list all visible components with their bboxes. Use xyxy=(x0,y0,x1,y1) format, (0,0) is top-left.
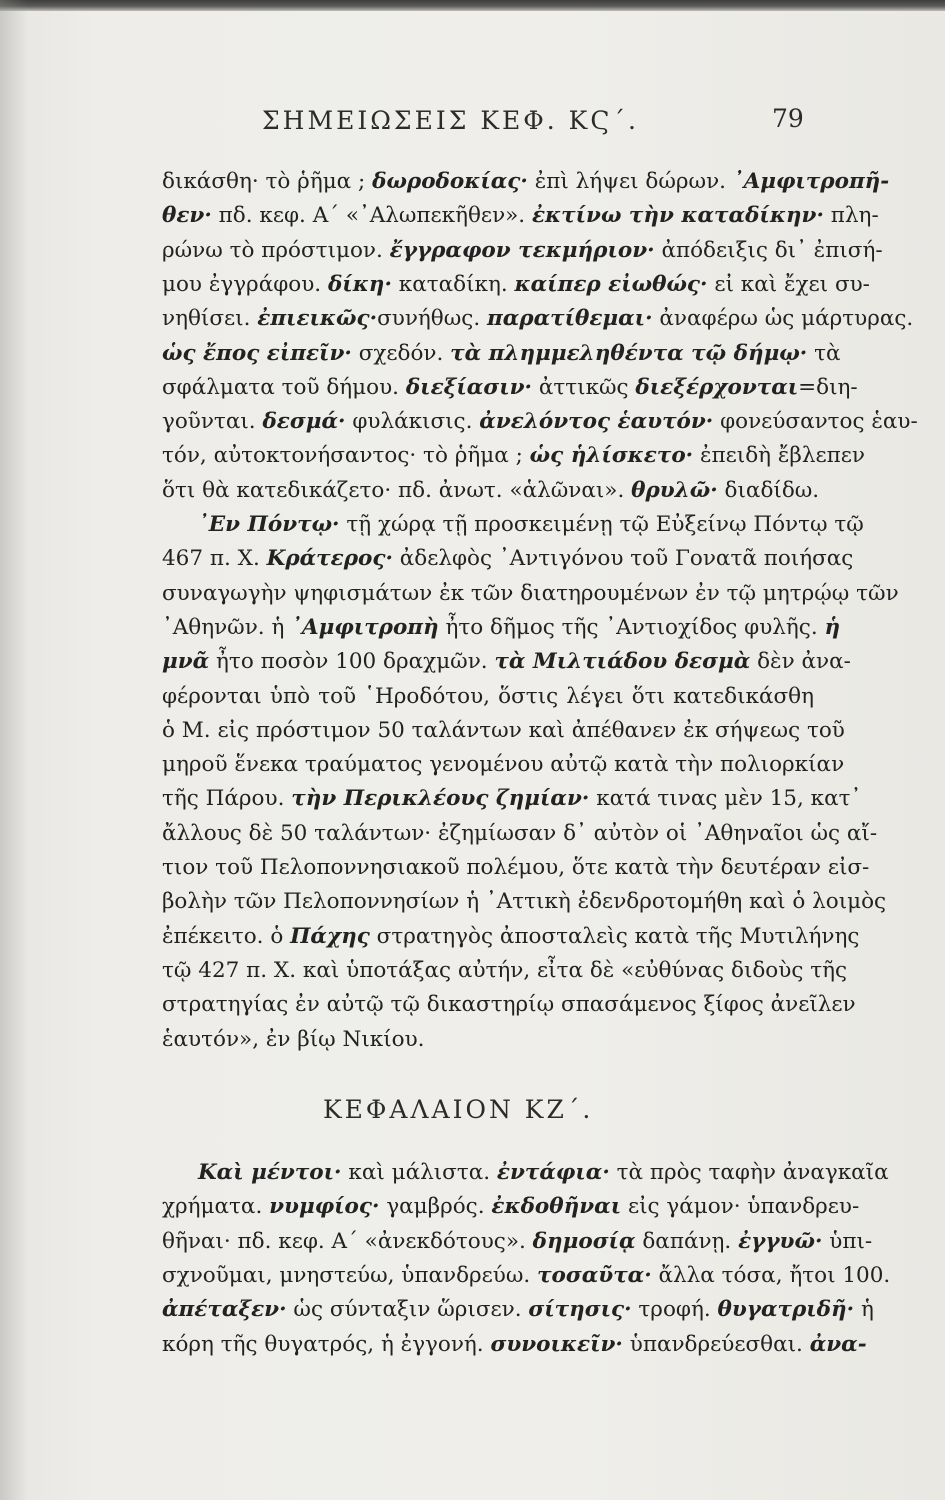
lemma-term: ἐπιεικῶς· xyxy=(257,306,378,332)
text-line xyxy=(162,750,845,780)
gloss-text: δὲν ἀνα- xyxy=(750,649,851,675)
lemma-term: δίκη· xyxy=(327,271,392,297)
text-line xyxy=(162,201,879,231)
lemma-term: Καὶ μέντοι· xyxy=(198,1160,342,1185)
lemma-term: ἐκτίνω τὴν καταδίκην· xyxy=(531,203,824,229)
gloss-text: τὰ xyxy=(807,340,841,366)
lemma-term: δεσμά· xyxy=(262,409,346,435)
gloss-text: τῆς Πάρου. xyxy=(162,786,292,812)
gloss-text: ἀπόδειξις δι᾿ ἐπισή- xyxy=(654,237,883,263)
chapter-heading: ΚΕΦΑΛΑΙΟΝ ΚΖ΄. xyxy=(323,1095,594,1124)
gloss-text: ἀναφέρω ὡς μάρτυρας. xyxy=(652,306,914,332)
gloss-text: νηθίσει. xyxy=(162,306,258,332)
gloss-text: σχνοῦμαι, μνηστεύω, ὑπανδρεύω. xyxy=(162,1262,538,1288)
text-line xyxy=(162,476,820,506)
text-line xyxy=(162,647,851,677)
gloss-text: γαμβρός. xyxy=(379,1194,492,1220)
text-line xyxy=(162,1261,891,1291)
text-line xyxy=(198,1158,889,1188)
gloss-text: ἡ xyxy=(854,1297,874,1323)
text-line xyxy=(198,510,864,540)
text-line xyxy=(162,1330,867,1360)
gloss-text: τῷ 427 π. Χ. καὶ ὑποτάξας αὐτήν, εἶτα δὲ «εὐθύνας διδοὺς τῆς xyxy=(162,957,848,983)
lemma-term: ᾿Εν Πόντῳ· xyxy=(198,512,340,537)
lemma-term: σίτησις· xyxy=(528,1297,632,1323)
gloss-text: ἀδελφὸς ᾿Αντιγόνου τοῦ Γονατᾶ ποιήσας xyxy=(392,546,854,572)
text-line xyxy=(162,990,856,1020)
text-line xyxy=(162,373,858,403)
lemma-term: καίπερ εἰωθώς· xyxy=(514,271,708,297)
page-number: 79 xyxy=(772,104,804,133)
gloss-text: φονεύσαντος ἑαυ- xyxy=(713,409,918,435)
gloss-text: μηροῦ ἕνεκα τραύματος γενομένου αὐτῷ κατὰ τὴν πολιορκίαν xyxy=(162,752,845,778)
gloss-text: σχεδόν. xyxy=(351,340,451,366)
gloss-text: μου ἐγγράφου. xyxy=(162,271,328,297)
lemma-term: Πάχης xyxy=(290,923,370,949)
gloss-text: εἰς γάμον· ὑπανδρευ- xyxy=(621,1194,860,1220)
gloss-text: δαπάνῃ. xyxy=(635,1228,739,1254)
gloss-text: ἄλλα τόσα, ἤτοι 100. xyxy=(651,1262,891,1288)
gloss-text: σφάλματα τοῦ δήμου. xyxy=(162,374,406,400)
gloss-text: καταδίκη. xyxy=(391,271,515,297)
gloss-text: στρατηγὸς ἀποσταλεὶς κατὰ τῆς Μυτιλήνης xyxy=(369,923,860,949)
gloss-text: ἦτο δῆμος τῆς ᾿Αντιοχίδος φυλῆς. xyxy=(438,614,825,640)
text-line xyxy=(162,407,918,437)
text-line xyxy=(162,682,814,712)
lemma-term: ὡς ἔπος εἰπεῖν· xyxy=(162,340,352,366)
text-line xyxy=(162,1192,860,1222)
gloss-text: 467 π. Χ. xyxy=(162,546,267,572)
lemma-term: θυγατριδῆ· xyxy=(717,1297,855,1323)
gloss-text: διαδίδω. xyxy=(717,477,820,503)
gloss-text: τῇ χώρᾳ τῇ προσκειμένῃ τῷ Εὐξείνῳ Πόντῳ τῷ xyxy=(339,512,864,537)
gloss-text: ὁ Μ. εἰς πρόστιμον 50 ταλάντων καὶ ἀπέθανεν ἐκ σήψεως τοῦ xyxy=(162,717,845,743)
gloss-text: στρατηγίας ἐν αὐτῷ τῷ δικαστηρίῳ σπασάμενος ξίφος ἀνεῖλεν xyxy=(162,992,856,1018)
lemma-term: θρυλῶ· xyxy=(631,477,718,503)
lemma-term: διεξέρχονται xyxy=(635,374,799,400)
gloss-text: ὡς σύνταξιν ὥρισεν. xyxy=(286,1297,529,1323)
lemma-term: ᾿Αμφιτροπῆ- xyxy=(732,169,890,194)
gloss-text: ἄλλους δὲ 50 ταλάντων· ἐζημίωσαν δ᾿ αὐτὸν οἱ ᾿Αθηναῖοι ὡς αἴ- xyxy=(162,820,878,846)
text-line xyxy=(162,819,878,849)
lemma-term: ἔγγραφον τεκμήριον· xyxy=(389,237,655,263)
gloss-text: θῆναι· πδ. κεφ. Α΄ «ἀνεκδότους». xyxy=(162,1228,533,1254)
text-line xyxy=(162,441,865,471)
gloss-text: ἦτο ποσὸν 100 δραχμῶν. xyxy=(209,649,495,675)
lemma-term: δημοσίᾳ xyxy=(532,1228,636,1254)
lemma-term: τοσαῦτα· xyxy=(537,1262,652,1288)
text-line xyxy=(162,270,870,300)
gloss-text: ἐπειδὴ ἔβλεπεν xyxy=(693,443,865,469)
lemma-term: ᾿Αμφιτροπὴ xyxy=(291,614,439,640)
gloss-text: χρήματα. xyxy=(162,1194,270,1220)
text-line xyxy=(162,716,845,746)
lemma-term: μνᾶ xyxy=(162,649,210,675)
gloss-text: ρώνω τὸ πρόστιμον. xyxy=(162,237,390,263)
text-line xyxy=(162,1295,874,1325)
lemma-term: τὴν Περικλέους ζημίαν· xyxy=(291,786,590,812)
lemma-term: ἀνελόντος ἑαυτόν· xyxy=(479,409,714,435)
gloss-text: ἐπέκειτο. ὁ xyxy=(162,923,291,949)
gloss-text: τιον τοῦ Πελοποννησιακοῦ πολέμου, ὅτε κατὰ τὴν δευτέραν εἰσ- xyxy=(162,855,870,880)
gloss-text: =διη- xyxy=(798,374,858,400)
lemma-term: τὰ Μιλτιάδου δεσμὰ xyxy=(494,649,751,675)
lemma-term: ἀνα- xyxy=(809,1331,867,1357)
text-line xyxy=(162,784,862,814)
text-line xyxy=(162,1227,873,1257)
gloss-text: ὅτι θὰ κατεδικάζετο· πδ. ἀνωτ. «ἁλῶναι». xyxy=(162,477,632,503)
lemma-term: ἀπέταξεν· xyxy=(162,1297,287,1323)
text-line xyxy=(162,339,841,369)
gloss-text: τόν, αὐτοκτονήσαντος· τὸ ῥῆμα ; xyxy=(162,443,530,469)
text-line xyxy=(162,1025,814,1055)
gloss-text: τροφή. xyxy=(631,1297,718,1323)
lemma-term: συνοικεῖν· xyxy=(490,1331,623,1357)
text-line xyxy=(162,304,914,334)
gloss-text: ἑαυτόν», ἐν βίῳ Νικίου. xyxy=(162,1026,425,1052)
gloss-text: δικάσθη· τὸ ῥῆμα ; xyxy=(162,169,373,194)
gloss-text: πδ. κεφ. Α΄ «᾿Αλωπεκῆθεν». xyxy=(211,203,532,229)
running-head: ΣΗΜΕΙΩΣΕΙΣ ΚΕΦ. ΚϚ΄. xyxy=(262,106,639,135)
gloss-text: κατά τινας μὲν 15, κατ᾿ xyxy=(589,786,862,812)
lemma-term: δωροδοκίας· xyxy=(372,169,528,194)
gloss-text: εἰ καὶ ἔχει συ- xyxy=(707,271,870,297)
gloss-text: ἐπὶ λήψει δώρων. xyxy=(527,169,733,194)
text-line xyxy=(162,956,848,986)
lemma-term: ἐκδοθῆναι xyxy=(491,1194,622,1220)
lemma-term: ἐντάφια· xyxy=(496,1160,610,1185)
gloss-text: γοῦνται. xyxy=(162,409,263,435)
lemma-term: νυμφίος· xyxy=(269,1194,380,1220)
text-line xyxy=(162,922,860,952)
lemma-term: τὰ πλημμεληθέντα τῷ δήμῳ· xyxy=(450,340,808,366)
gloss-text: ὑπανδρεύεσθαι. xyxy=(622,1331,810,1357)
gloss-text: καὶ μάλιστα. xyxy=(341,1160,497,1185)
gloss-text: ὑπι- xyxy=(822,1228,873,1254)
gloss-text: συναγωγὴν ψηφισμάτων ἐκ τῶν διατηρουμένων ἐν τῷ μητρῴῳ τῶν xyxy=(162,580,899,606)
text-line xyxy=(162,887,887,917)
gloss-text: ᾿Αθηνῶν. ἡ xyxy=(162,614,292,640)
lemma-term: ἐγγυῶ· xyxy=(738,1228,823,1254)
gloss-text: φυλάκισις. xyxy=(345,409,480,435)
text-line xyxy=(162,167,890,197)
lemma-term: θεν· xyxy=(162,203,212,229)
lemma-term: Κράτερος· xyxy=(266,546,393,572)
gloss-text: συνήθως. xyxy=(377,306,487,332)
gloss-text: τὰ πρὸς ταφὴν ἀναγκαῖα xyxy=(609,1160,889,1185)
gloss-text: φέρονται ὑπὸ τοῦ ῾Ηροδότου, ὅστις λέγει ὅτι κατεδικάσθη xyxy=(162,683,814,709)
text-line xyxy=(162,579,899,609)
lemma-term: διεξίασιν· xyxy=(405,374,532,400)
text-line xyxy=(162,853,870,883)
lemma-term: ἡ xyxy=(824,614,841,640)
lemma-term: ὡς ἡλίσκετο· xyxy=(529,443,694,469)
gloss-text: ἀττικῶς xyxy=(532,374,636,400)
text-line xyxy=(162,236,883,266)
text-line xyxy=(162,613,841,643)
text-line xyxy=(162,544,854,574)
gloss-text: βολὴν τῶν Πελοποννησίων ἡ ᾿Αττικὴ ἐδενδροτομήθη καὶ ὁ λοιμὸς xyxy=(162,889,887,915)
gloss-text: πλη- xyxy=(823,203,879,229)
lemma-term: παρατίθεμαι· xyxy=(487,306,653,332)
gloss-text: κόρη τῆς θυγατρός, ἡ ἐγγονή. xyxy=(162,1331,491,1357)
